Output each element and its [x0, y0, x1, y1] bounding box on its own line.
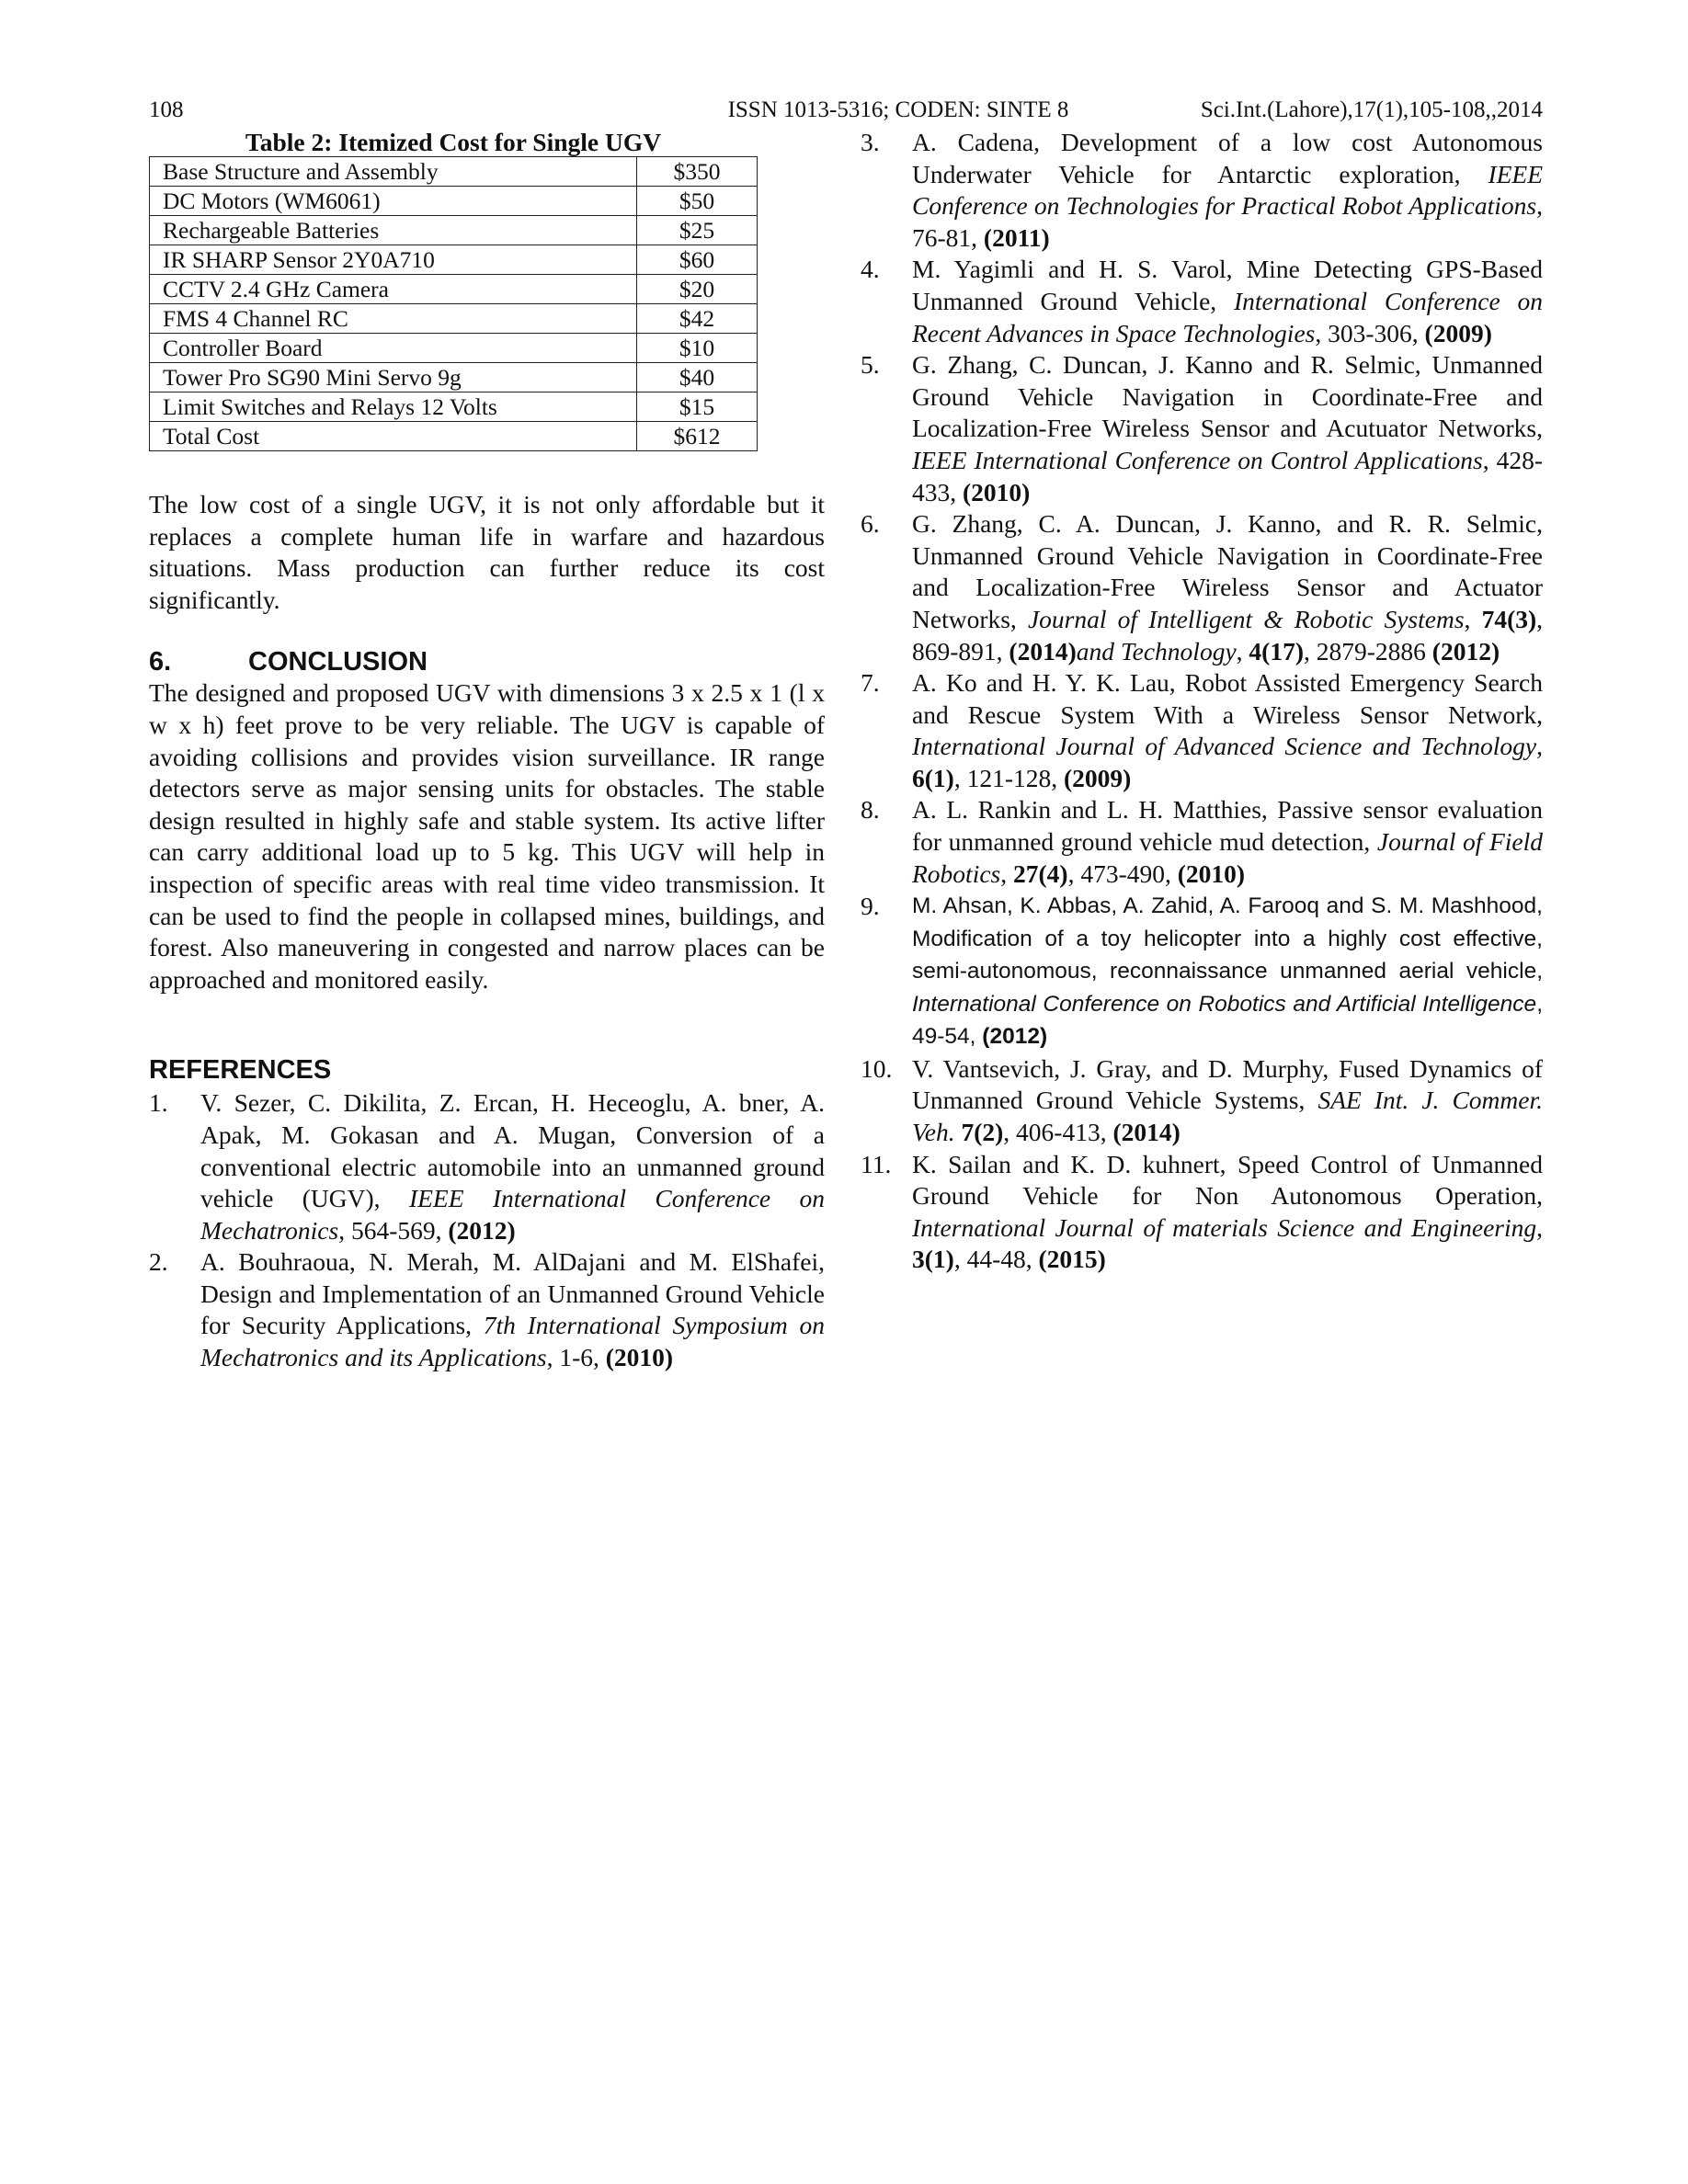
- section-title: CONCLUSION: [248, 647, 428, 677]
- table-row: [150, 304, 758, 334]
- ref-authors: A. Bouhraoua, N. Merah, M. AlDajani and M. ElShafei, Design and Implementation of an Unmanned Ground Vehicle for Security Applications,: [200, 1247, 825, 1340]
- ref-year: (2011): [983, 222, 1050, 252]
- ref-number: 9.: [861, 892, 880, 921]
- cost-table: [149, 156, 758, 451]
- ref-authors: K. Sailan and K. D. kuhnert, Speed Control of Unmanned Ground Vehicle for Non Autonomous Operation,: [912, 1149, 1543, 1211]
- cost-cell: $60: [637, 245, 758, 275]
- ref-number: 7.: [861, 668, 880, 698]
- ref-volume: 7(2): [961, 1117, 1004, 1146]
- ref-venue: Journal of Field Robotics: [912, 827, 1543, 888]
- cost-cell: $40: [637, 363, 758, 392]
- ref-year: (2012): [448, 1215, 516, 1245]
- ref-volume: 3(1): [912, 1245, 954, 1274]
- ref-year: (2012): [1431, 636, 1500, 665]
- ref-year: (2010): [963, 477, 1031, 506]
- ref-year: (2009): [1424, 318, 1492, 347]
- page-number: 108: [149, 97, 184, 122]
- item-cell: Limit Switches and Relays 12 Volts: [150, 392, 637, 422]
- ref-authors: A. Ko and H. Y. K. Lau, Robot Assisted Emergency Search and Rescue System With a Wireless Sensor Network,: [912, 668, 1543, 729]
- cost-cell: $25: [637, 216, 758, 245]
- ref-pages: , 2879-2886: [1303, 636, 1432, 665]
- cost-cell: $10: [637, 334, 758, 363]
- ref-authors: G. Zhang, C. A. Duncan, J. Kanno, and R. R. Selmic, Unmanned Ground Vehicle Navigation in Coordinate-Free and Localization-Free Wireless Sensor and Actuator Networks,: [912, 509, 1543, 633]
- ref-number: 4.: [861, 255, 880, 284]
- ref-number: 1.: [149, 1088, 168, 1118]
- reference-item: [861, 1149, 1543, 1276]
- reference-list: [861, 127, 1543, 1276]
- ref-pages: ,: [1536, 732, 1543, 761]
- ref-pages: , 869-891,: [912, 604, 1544, 665]
- reference-item: [861, 127, 1543, 254]
- ref-venue: International Conference on Robotics and Artificial Intelligence: [912, 991, 1537, 1017]
- ref-year: (2009): [1064, 763, 1132, 792]
- page-header: [149, 97, 1543, 129]
- reference-item: [861, 254, 1543, 349]
- cost-cell: $612: [637, 422, 758, 451]
- section-heading: [149, 646, 825, 677]
- ref-authors: V. Vantsevich, J. Gray, and D. Murphy, Fused Dynamics of Unmanned Ground Vehicle Systems,: [912, 1053, 1543, 1115]
- cost-cell: $15: [637, 392, 758, 422]
- references-heading: REFERENCES: [149, 1055, 332, 1086]
- section-number: 6.: [149, 647, 172, 677]
- ref-number: 10.: [861, 1053, 893, 1083]
- ref-venue: 7th International Symposium on Mechatronics and its Applications: [200, 1311, 825, 1372]
- table-row: [150, 275, 758, 304]
- conclusion-paragraph: The designed and proposed UGV with dimensions 3 x 2.5 x 1 (l x w x h) feet prove to be very reliable. The UGV is capable of avoiding collisions and provides vision surveillance. IR range detectors serve as major sensing units for obstacles. The stable design resulted in highly safe and stable system. Its active lifter can carry additional load up to 5 kg. This UGV will help in inspection of specific areas with real time video transmission. It can be used to find the people in collapsed mines, buildings, and forest. Also maneuvering in congested and narrow places can be approached and monitored easily.: [149, 678, 825, 994]
- ref-venue: IEEE Conference on Technologies for Practical Robot Applications: [912, 159, 1543, 221]
- ref-number: 5.: [861, 350, 880, 380]
- table-row: [150, 187, 758, 216]
- issn-line: ISSN 1013-5316; CODEN: SINTE 8: [727, 97, 1069, 122]
- ref-pages: ,: [1536, 1212, 1543, 1242]
- ref-venue: SAE Int. J. Commer. Veh.: [912, 1086, 1544, 1146]
- ref-pages: , 428-433,: [912, 445, 1543, 506]
- ref-authors: A. L. Rankin and L. H. Matthies, Passive sensor evaluation for unmanned ground vehicle mud detection,: [912, 795, 1543, 857]
- ref-pages: , 473-490,: [1067, 859, 1178, 888]
- reference-item: [861, 794, 1543, 890]
- ref-pages: , 564-569,: [338, 1215, 449, 1245]
- reference-item: [861, 667, 1543, 794]
- ref-pages: ,: [1000, 859, 1013, 888]
- item-cell: Rechargeable Batteries: [150, 216, 637, 245]
- reference-item: [149, 1087, 825, 1246]
- ref-volume: 27(4): [1013, 859, 1068, 888]
- ref-year: (2014): [1009, 636, 1077, 665]
- table-row: [150, 363, 758, 392]
- reference-item: [861, 1053, 1543, 1149]
- ref-venue: IEEE International Conference on Control Applications: [912, 445, 1483, 474]
- ref-pages: ,: [1464, 604, 1482, 633]
- ref-venue: International Journal of materials Science and Engineering: [912, 1212, 1537, 1242]
- table-row: [150, 392, 758, 422]
- ref-venue: International Journal of Advanced Science and Technology: [912, 732, 1537, 761]
- reference-item: [861, 890, 1543, 1053]
- item-cell: IR SHARP Sensor 2Y0A710: [150, 245, 637, 275]
- ref-number: 6.: [861, 509, 880, 539]
- ref-venue: IEEE International Conference on Mechatronics: [200, 1184, 825, 1245]
- journal-reference: Sci.Int.(Lahore),17(1),105-108,,2014: [1200, 97, 1543, 122]
- item-cell: Tower Pro SG90 Mini Servo 9g: [150, 363, 637, 392]
- ref-authors: M. Yagimli and H. S. Varol, Mine Detecting GPS-Based Unmanned Ground Vehicle,: [912, 255, 1543, 315]
- item-cell: FMS 4 Channel RC: [150, 304, 637, 334]
- right-column: [861, 127, 1543, 1276]
- cost-paragraph: The low cost of a single UGV, it is not only affordable but it replaces a complete human life in warfare and hazardous situations. Mass production can further reduce its cost significantly.: [149, 490, 825, 614]
- ref-pages: , 303-306,: [1315, 318, 1425, 347]
- total-row: [150, 422, 758, 451]
- reference-item: [861, 349, 1543, 508]
- table-row: [150, 157, 758, 187]
- ref-pages: , 121-128,: [953, 763, 1064, 792]
- table-row: [150, 245, 758, 275]
- ref-pages: , 1-6,: [546, 1343, 606, 1372]
- ref-pages: , 406-413,: [1003, 1117, 1113, 1146]
- ref-year: (2015): [1038, 1245, 1106, 1274]
- table-row: [150, 334, 758, 363]
- ref-authors: M. Ahsan, K. Abbas, A. Zahid, A. Farooq and S. M. Mashhood, Modification of a toy helicopter into a highly cost effective, semi-autonomous, reconnaissance unmanned aerial vehicle,: [912, 893, 1543, 984]
- cost-cell: $350: [637, 157, 758, 187]
- item-cell: Controller Board: [150, 334, 637, 363]
- ref-number: 2.: [149, 1247, 168, 1277]
- ref-venue-tail: and Technology: [1076, 636, 1237, 665]
- item-cell: Total Cost: [150, 422, 637, 451]
- ref-year: (2012): [982, 1024, 1048, 1050]
- ref-year: (2010): [605, 1343, 674, 1372]
- ref-venue: Journal of Intelligent & Robotic Systems: [1027, 604, 1465, 633]
- ref-year: (2014): [1112, 1117, 1180, 1146]
- table-caption: Table 2: Itemized Cost for Single UGV: [245, 128, 662, 156]
- cost-cell: $20: [637, 275, 758, 304]
- ref-number: 11.: [861, 1149, 892, 1178]
- ref-pages: , 44-48,: [953, 1245, 1039, 1274]
- left-column: [149, 127, 825, 1374]
- ref-authors: V. Sezer, C. Dikilita, Z. Ercan, H. Heceoglu, A. bner, A. Apak, M. Gokasan and A. Mugan, Conversion of a conventional electric automobile into an unmanned ground vehicle (UGV),: [200, 1088, 825, 1213]
- ref-pages: , 76-81,: [912, 191, 1543, 252]
- ref-volume: 4(17): [1249, 636, 1304, 665]
- ref-number: 3.: [861, 128, 880, 156]
- ref-volume: 74(3): [1481, 604, 1537, 633]
- ref-number: 8.: [861, 795, 880, 825]
- item-cell: DC Motors (WM6061): [150, 187, 637, 216]
- item-cell: Base Structure and Assembly: [150, 157, 637, 187]
- item-cell: CCTV 2.4 GHz Camera: [150, 275, 637, 304]
- cost-cell: $50: [637, 187, 758, 216]
- ref-authors: G. Zhang, C. Duncan, J. Kanno and R. Selmic, Unmanned Ground Vehicle Navigation in Coordinate-Free and Localization-Free Wireless Sensor and Acutuator Networks,: [912, 350, 1543, 443]
- reference-item: [149, 1246, 825, 1373]
- ref-volume: 6(1): [912, 763, 954, 792]
- ref-year: (2010): [1177, 859, 1246, 888]
- cost-cell: $42: [637, 304, 758, 334]
- reference-list: [149, 1087, 825, 1373]
- reference-item: 6. G. Zhang, C. A. Duncan, J. Kanno, and R. R. Selmic, Unmanned Ground Vehicle Navigation in Coordinate-Free and Localization-Free Wireless Sensor and Actuator Networks, Journal of Intelligent & Robotic Systems, 74(3), 869-891, (2014)and Technology, 4(17), 2879-2886 (2012): [861, 509, 1544, 665]
- ref-authors: A. Cadena, Development of a low cost Autonomous Underwater Vehicle for Antarctic exploration,: [912, 128, 1543, 188]
- table-row: [150, 216, 758, 245]
- ref-pages: , 49-54,: [912, 991, 1543, 1050]
- ref-venue: International Conference on Recent Advances in Space Technologies: [912, 286, 1543, 347]
